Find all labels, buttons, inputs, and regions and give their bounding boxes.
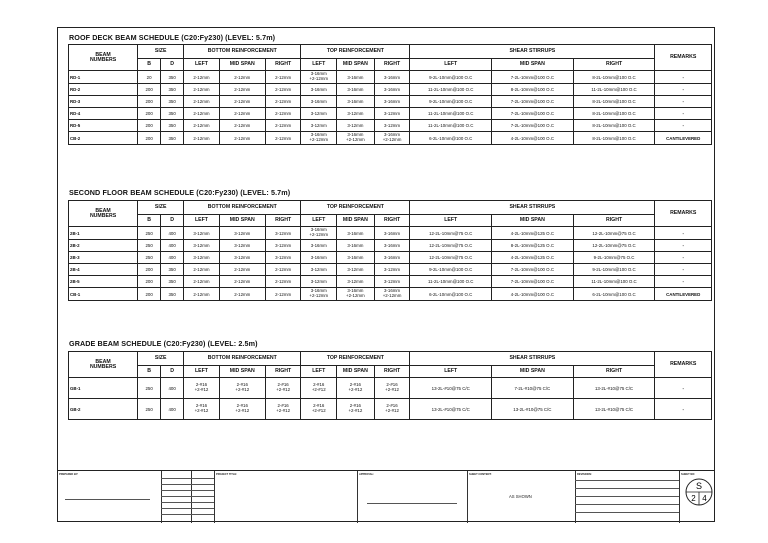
cell-sl: 12-2L-10mm@75 O.C <box>410 227 492 240</box>
table-row <box>69 288 712 301</box>
right-header: RIGHT <box>265 366 301 378</box>
cell-d: 400 <box>161 252 184 264</box>
table-row <box>69 276 712 288</box>
cell-b: 250 <box>138 399 161 420</box>
cell-d: 350 <box>161 84 184 96</box>
table-row <box>69 252 712 264</box>
right-header: RIGHT <box>374 215 410 227</box>
cell-sl: 12-2L-10mm@75 O.C <box>410 240 492 252</box>
cell-sm: 4-2L-10mm@125 O.C <box>492 227 574 240</box>
cell-sm: 4-2L-10mm@100 O.C <box>492 288 574 301</box>
cell-br1: 2-#16 +2-#12 <box>265 378 301 399</box>
cell-b: 250 <box>138 227 161 240</box>
cell-bm: 3-12mm <box>219 240 265 252</box>
cell-d: 350 <box>161 120 184 132</box>
cell-d: 350 <box>161 96 184 108</box>
cell-br: 2-12mm <box>265 132 301 145</box>
right-header: RIGHT <box>573 59 655 71</box>
beam-numbers-header: BEAM NUMBERS <box>69 201 138 227</box>
b-header: B <box>138 59 161 71</box>
cell-tm1: 3-16mm +2-12mm <box>337 132 375 145</box>
remarks-cell: - <box>655 108 712 120</box>
cell-bl1: 2-#16 +2-#12 <box>184 378 220 399</box>
cell-bl: 2-12mm <box>184 71 220 84</box>
size-header: SIZE <box>138 45 184 59</box>
cell-tl1: 3-12mm <box>301 108 337 120</box>
d-header: D <box>161 366 184 378</box>
cell-sl: 6-2L-10mm@100 O.C <box>410 132 492 145</box>
cell-b: 200 <box>138 84 161 96</box>
logo-top-text: S <box>695 481 703 491</box>
cell-sl: 13-2L-#10@75 C/C <box>410 399 492 420</box>
cell-bm: 2-12mm <box>219 132 265 145</box>
cell-tl1: 3-16mm +2-12mm <box>301 71 337 84</box>
cell-b: 250 <box>138 378 161 399</box>
cell-tm1: 3-16mm +2-12mm <box>337 288 375 301</box>
mid-span-header: MID SPAN <box>219 215 265 227</box>
beam-numbers-header: BEAM NUMBERS <box>69 352 138 378</box>
bottom-reinforcement-header: BOTTOM REINFORCEMENT <box>184 201 301 215</box>
cell-sl: 9-2L-10mm@100 O.C <box>410 264 492 276</box>
bottom-reinforcement-header: BOTTOM REINFORCEMENT <box>184 352 301 366</box>
cell-tr1: 3-16mm <box>374 84 410 96</box>
remarks-cell: - <box>655 264 712 276</box>
second-floor-beam-schedule-table <box>68 200 712 301</box>
table-row <box>69 240 712 252</box>
table-row <box>69 84 712 96</box>
second-floor-schedule-title: SECOND FLOOR BEAM SCHEDULE (C20:Fy230) (LEVEL: 5.7m) <box>69 188 291 197</box>
cell-sm: 4-2L-10mm@125 O.C <box>492 252 574 264</box>
table-row <box>69 120 712 132</box>
cell-tr1: 3-16mm <box>374 71 410 84</box>
scale-text: AS SHOWN <box>509 494 532 499</box>
d-header: D <box>161 215 184 227</box>
remarks-cell: - <box>655 378 712 399</box>
cell-b: 200 <box>138 288 161 301</box>
cell-d: 400 <box>161 240 184 252</box>
cell-tr1: 3-16mm <box>374 96 410 108</box>
cell-tr1: 3-16mm <box>374 227 410 240</box>
cell-bm: 2-12mm <box>219 108 265 120</box>
cell-bm: 2-12mm <box>219 264 265 276</box>
beam-number-cell: RD-5 <box>69 120 138 132</box>
cell-d: 350 <box>161 276 184 288</box>
mid-span-header: MID SPAN <box>492 59 574 71</box>
cell-tr1: 3-12mm <box>374 276 410 288</box>
cell-bl: 2-12mm <box>184 276 220 288</box>
cell-sm: 8-2L-10mm@125 O.C <box>492 240 574 252</box>
grade-schedule-title: GRADE BEAM SCHEDULE (C20:Fy230) (LEVEL: 2.5m) <box>69 339 258 348</box>
logo-left-text: 2 <box>691 494 696 503</box>
cell-b: 20 <box>138 71 161 84</box>
cell-d: 400 <box>161 227 184 240</box>
cell-b: 250 <box>138 252 161 264</box>
cell-sl: 13-2L-#10@75 C/C <box>410 378 492 399</box>
top-reinforcement-header: TOP REINFORCEMENT <box>301 45 410 59</box>
right-header: RIGHT <box>374 59 410 71</box>
cell-sr: 9-2L-10mm@75 O.C <box>573 252 655 264</box>
top-reinforcement-header: TOP REINFORCEMENT <box>301 201 410 215</box>
cell-tr1: 3-12mm <box>374 108 410 120</box>
cell-bm: 2-12mm <box>219 120 265 132</box>
cell-sl: 11-2L-10mm@100 O.C <box>410 108 492 120</box>
cell-d: 400 <box>161 399 184 420</box>
title-block <box>57 470 715 523</box>
cell-d: 350 <box>161 71 184 84</box>
beam-number-cell: RD-2 <box>69 84 138 96</box>
cell-tm1: 3-16mm <box>337 252 375 264</box>
beam-number-cell: 2B-2 <box>69 240 138 252</box>
shear-stirrups-header: SHEAR STIRRUPS <box>410 201 655 215</box>
table-row <box>69 264 712 276</box>
cell-bm1: 2-#16 +2-#12 <box>219 378 265 399</box>
cell-sr: 8-2L-10mm@100 O.C <box>573 132 655 145</box>
cell-sr: 12-2L-10mm@75 O.C <box>573 227 655 240</box>
left-header: LEFT <box>184 59 220 71</box>
cell-bm: 3-12mm <box>219 227 265 240</box>
top-reinforcement-header: TOP REINFORCEMENT <box>301 352 410 366</box>
left-header: LEFT <box>410 366 492 378</box>
cell-bm: 2-12mm <box>219 288 265 301</box>
left-header: LEFT <box>301 215 337 227</box>
left-header: LEFT <box>184 366 220 378</box>
cell-tm1: 3-16mm <box>337 96 375 108</box>
cell-b: 250 <box>138 240 161 252</box>
cell-d: 350 <box>161 264 184 276</box>
cell-br: 2-12mm <box>265 288 301 301</box>
cell-sr: 8-2L-10mm@100 O.C <box>573 71 655 84</box>
right-header: RIGHT <box>374 366 410 378</box>
cell-tl1: 3-16mm <box>301 96 337 108</box>
cell-d: 400 <box>161 378 184 399</box>
cell-bl: 2-12mm <box>184 108 220 120</box>
cell-sm: 7-2L-10mm@100 O.C <box>492 276 574 288</box>
cell-tm1: 2-#16 +2-#12 <box>337 399 375 420</box>
b-header: B <box>138 366 161 378</box>
revisions-label: REVISIONS: <box>577 473 592 476</box>
cell-tm1: 3-16mm <box>337 227 375 240</box>
cell-br: 2-12mm <box>265 71 301 84</box>
cell-br: 3-12mm <box>265 240 301 252</box>
cell-sl: 6-2L-10mm@100 O.C <box>410 288 492 301</box>
cell-tr1: 3-16mm <box>374 252 410 264</box>
beam-number-cell: GB-2 <box>69 399 138 420</box>
table-row <box>69 399 712 420</box>
right-header: RIGHT <box>265 215 301 227</box>
cell-sm: 7-2L-10mm@100 O.C <box>492 96 574 108</box>
cell-tm1: 3-16mm <box>337 71 375 84</box>
cell-bl: 2-12mm <box>184 120 220 132</box>
cell-bm: 2-12mm <box>219 96 265 108</box>
left-header: LEFT <box>410 215 492 227</box>
cell-tl1: 2-#16 +2-#12 <box>301 378 337 399</box>
cell-bl: 3-12mm <box>184 240 220 252</box>
cell-d: 350 <box>161 288 184 301</box>
left-header: LEFT <box>410 59 492 71</box>
left-header: LEFT <box>301 59 337 71</box>
d-header: D <box>161 59 184 71</box>
cell-sm: 7-2L-10mm@100 O.C <box>492 120 574 132</box>
cell-bm1: 2-#16 +2-#12 <box>219 399 265 420</box>
remarks-cell: CANTILEVERED <box>655 288 712 301</box>
cell-sr: 6-2L-10mm@100 O.C <box>573 288 655 301</box>
table-row <box>69 108 712 120</box>
cell-sl: 11-2L-10mm@100 O.C <box>410 120 492 132</box>
cell-sl: 11-2L-10mm@100 O.C <box>410 276 492 288</box>
beam-number-cell: 2B-5 <box>69 276 138 288</box>
mid-span-header: MID SPAN <box>219 366 265 378</box>
cell-br: 2-12mm <box>265 120 301 132</box>
cell-tl1: 3-12mm <box>301 276 337 288</box>
grade-beam-schedule-table <box>68 351 712 420</box>
cell-tm1: 3-16mm <box>337 84 375 96</box>
cell-tm1: 3-12mm <box>337 108 375 120</box>
cell-tl1: 3-16mm +2-12mm <box>301 227 337 240</box>
cell-tm1: 3-12mm <box>337 276 375 288</box>
cell-tr1: 2-#16 +2-#12 <box>374 399 410 420</box>
cell-sm: 7-2L-10mm@100 O.C <box>492 108 574 120</box>
cell-sr: 8-2L-10mm@100 O.C <box>573 120 655 132</box>
right-header: RIGHT <box>573 215 655 227</box>
cell-d: 350 <box>161 108 184 120</box>
remarks-cell: - <box>655 227 712 240</box>
remarks-cell: - <box>655 84 712 96</box>
cell-tr1: 3-16mm +2-12mm <box>374 132 410 145</box>
remarks-cell: - <box>655 252 712 264</box>
remarks-cell: - <box>655 120 712 132</box>
cell-br: 2-12mm <box>265 108 301 120</box>
cell-sl: 9-2L-10mm@100 O.C <box>410 96 492 108</box>
roof-schedule-title: ROOF DECK BEAM SCHEDULE (C20:Fy230) (LEVEL: 5.7m) <box>69 33 276 42</box>
remarks-header: REMARKS <box>655 352 712 378</box>
sheet-no-label: SHEET NO: <box>681 473 696 476</box>
cell-br: 3-12mm <box>265 252 301 264</box>
cell-sr: 8-2L-10mm@100 O.C <box>573 108 655 120</box>
cell-tm1: 3-12mm <box>337 264 375 276</box>
cell-tl1: 3-16mm <box>301 252 337 264</box>
cell-bl1: 2-#16 +2-#12 <box>184 399 220 420</box>
cell-br: 2-12mm <box>265 96 301 108</box>
left-header: LEFT <box>184 215 220 227</box>
table-row <box>69 378 712 399</box>
cell-bm: 2-12mm <box>219 276 265 288</box>
cell-br: 2-12mm <box>265 276 301 288</box>
cell-bl: 2-12mm <box>184 288 220 301</box>
cell-b: 200 <box>138 96 161 108</box>
remarks-cell: - <box>655 240 712 252</box>
cell-sr: 11-2L-10mm@100 O.C <box>573 276 655 288</box>
remarks-cell: - <box>655 96 712 108</box>
roof-beam-schedule-table <box>68 44 712 145</box>
cell-b: 200 <box>138 132 161 145</box>
shear-stirrups-header: SHEAR STIRRUPS <box>410 352 655 366</box>
cell-tr1: 3-16mm <box>374 240 410 252</box>
beam-number-cell: CB-1 <box>69 288 138 301</box>
beam-number-cell: 2B-3 <box>69 252 138 264</box>
cell-sr: 13-2L-#10@75 C/C <box>573 378 655 399</box>
cell-br: 3-12mm <box>265 227 301 240</box>
cell-sm: 13-2L-#10@75 C/C <box>492 399 574 420</box>
remarks-cell: - <box>655 276 712 288</box>
cell-sm: 7-2L-#10@75 C/C <box>492 378 574 399</box>
table-row <box>69 96 712 108</box>
cell-sr: 11-2L-10mm@100 O.C <box>573 84 655 96</box>
cell-sl: 12-2L-10mm@75 O.C <box>410 252 492 264</box>
cell-sr: 13-2L-#10@75 C/C <box>573 399 655 420</box>
beam-number-cell: RD-4 <box>69 108 138 120</box>
cell-tl1: 3-16mm +2-12mm <box>301 132 337 145</box>
cell-bl: 3-12mm <box>184 227 220 240</box>
beam-number-cell: GB-1 <box>69 378 138 399</box>
remarks-header: REMARKS <box>655 201 712 227</box>
cell-tm1: 3-12mm <box>337 120 375 132</box>
cell-bm: 2-12mm <box>219 84 265 96</box>
cell-tr1: 3-12mm <box>374 264 410 276</box>
right-header: RIGHT <box>573 366 655 378</box>
mid-span-header: MID SPAN <box>219 59 265 71</box>
beam-numbers-header: BEAM NUMBERS <box>69 45 138 71</box>
cell-sm: 7-2L-10mm@100 O.C <box>492 264 574 276</box>
cell-br1: 2-#16 +2-#12 <box>265 399 301 420</box>
cell-b: 200 <box>138 108 161 120</box>
cell-bl: 2-12mm <box>184 84 220 96</box>
table-row <box>69 71 712 84</box>
cell-tl1: 3-16mm <box>301 240 337 252</box>
cell-d: 350 <box>161 132 184 145</box>
bottom-reinforcement-header: BOTTOM REINFORCEMENT <box>184 45 301 59</box>
sheet-content-label: SHEET CONTENT: <box>469 473 492 476</box>
cell-tl1: 3-16mm <box>301 84 337 96</box>
cell-tm1: 2-#16 +2-#12 <box>337 378 375 399</box>
remarks-cell: - <box>655 399 712 420</box>
beam-number-cell: CB-2 <box>69 132 138 145</box>
cell-tl1: 3-12mm <box>301 264 337 276</box>
table-row <box>69 227 712 240</box>
cell-sl: 11-2L-10mm@100 O.C <box>410 84 492 96</box>
remarks-header: REMARKS <box>655 45 712 71</box>
cell-sl: 9-2L-10mm@100 O.C <box>410 71 492 84</box>
beam-number-cell: RD-3 <box>69 96 138 108</box>
mid-span-header: MID SPAN <box>337 215 375 227</box>
b-header: B <box>138 215 161 227</box>
cell-tr1: 2-#16 +2-#12 <box>374 378 410 399</box>
table-row <box>69 132 712 145</box>
cell-sr: 12-2L-10mm@75 O.C <box>573 240 655 252</box>
mid-span-header: MID SPAN <box>337 366 375 378</box>
cell-sm: 8-2L-10mm@100 O.C <box>492 84 574 96</box>
mid-span-header: MID SPAN <box>492 215 574 227</box>
approval-label: APPROVAL: <box>359 473 375 476</box>
cell-tl1: 2-#16 +2-#12 <box>301 399 337 420</box>
cell-b: 200 <box>138 120 161 132</box>
project-title-label: PROJECT TITLE: <box>216 473 238 476</box>
cell-sm: 4-2L-10mm@100 O.C <box>492 132 574 145</box>
cell-bl: 2-12mm <box>184 132 220 145</box>
cell-bl: 2-12mm <box>184 264 220 276</box>
cell-b: 200 <box>138 264 161 276</box>
beam-number-cell: 2B-4 <box>69 264 138 276</box>
size-header: SIZE <box>138 352 184 366</box>
mid-span-header: MID SPAN <box>337 59 375 71</box>
left-header: LEFT <box>301 366 337 378</box>
cell-tr1: 3-12mm <box>374 120 410 132</box>
cell-bm: 2-12mm <box>219 71 265 84</box>
cell-br: 2-12mm <box>265 264 301 276</box>
cell-sr: 8-2L-10mm@100 O.C <box>573 96 655 108</box>
remarks-cell: - <box>655 71 712 84</box>
cell-tl1: 3-16mm +2-12mm <box>301 288 337 301</box>
cell-br: 2-12mm <box>265 84 301 96</box>
cell-bl: 2-12mm <box>184 96 220 108</box>
cell-b: 200 <box>138 276 161 288</box>
cell-bl: 3-12mm <box>184 252 220 264</box>
beam-number-cell: RD-1 <box>69 71 138 84</box>
cell-tl1: 3-12mm <box>301 120 337 132</box>
shear-stirrups-header: SHEAR STIRRUPS <box>410 45 655 59</box>
cell-bm: 3-12mm <box>219 252 265 264</box>
cell-sr: 9-2L-10mm@100 O.C <box>573 264 655 276</box>
prepared-by-label: PREPARED BY: <box>59 473 79 476</box>
right-header: RIGHT <box>265 59 301 71</box>
mid-span-header: MID SPAN <box>492 366 574 378</box>
cell-sm: 7-2L-10mm@100 O.C <box>492 71 574 84</box>
cell-tm1: 3-16mm <box>337 240 375 252</box>
beam-number-cell: 2B-1 <box>69 227 138 240</box>
remarks-cell: CANTILEVERED <box>655 132 712 145</box>
logo-right-text: 4 <box>702 494 707 503</box>
sheet-number-logo <box>685 478 713 506</box>
cell-tr1: 3-16mm +2-12mm <box>374 288 410 301</box>
size-header: SIZE <box>138 201 184 215</box>
